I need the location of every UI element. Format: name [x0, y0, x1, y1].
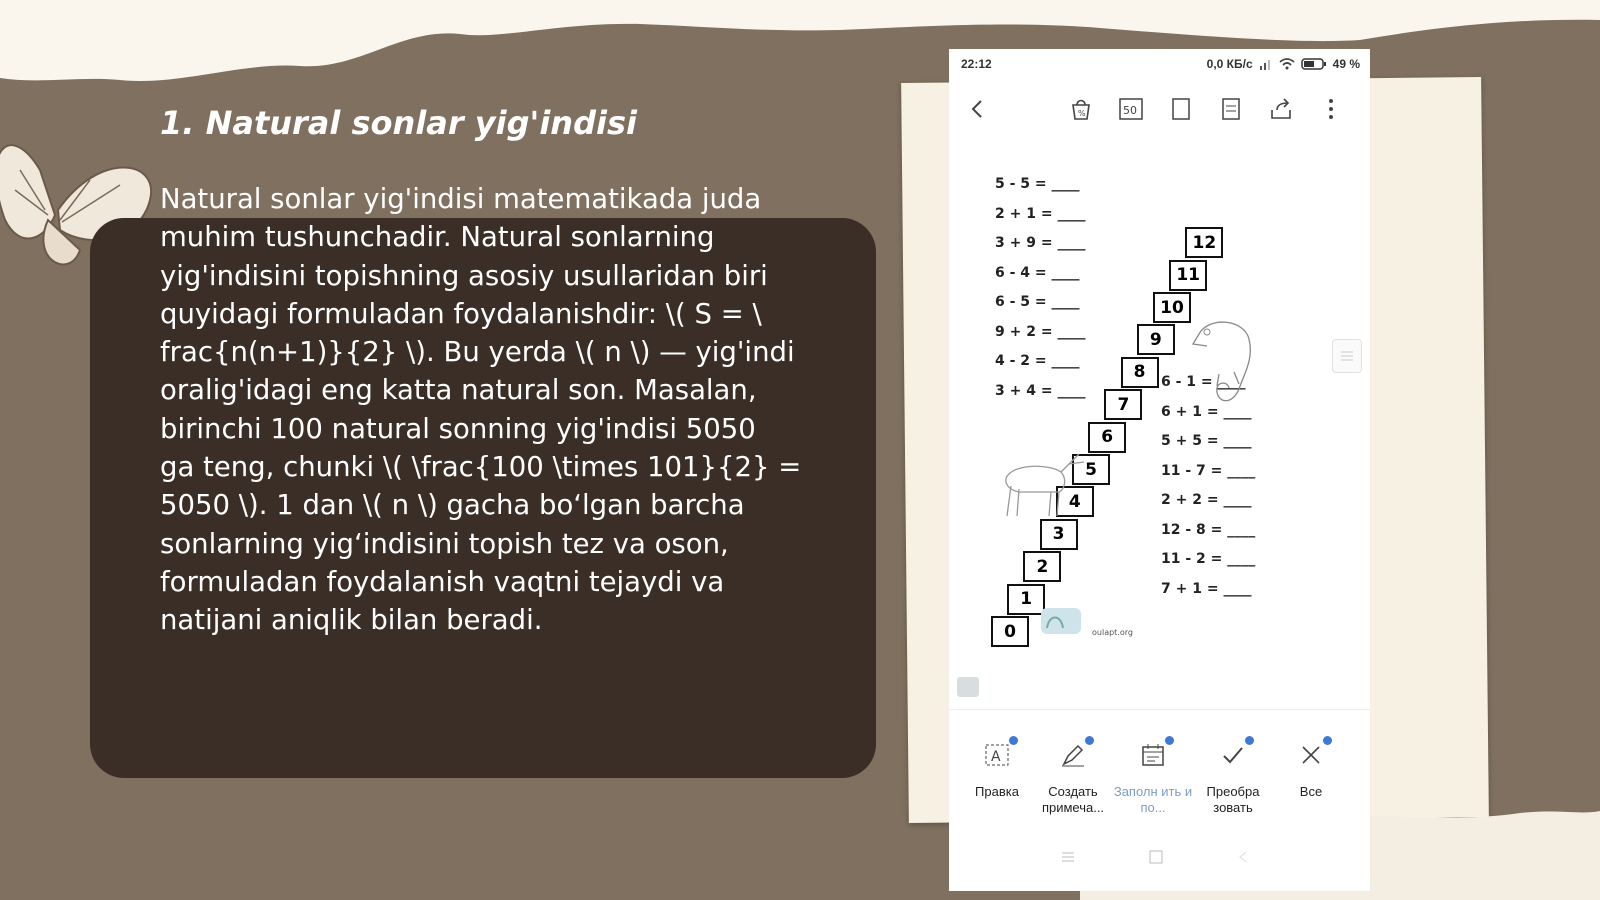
right-equation: 11 - 7 = ____ [1161, 462, 1256, 479]
badge-dot [1245, 736, 1254, 745]
right-equation: 12 - 8 = ____ [1161, 521, 1256, 538]
single-page-icon[interactable] [1167, 95, 1195, 123]
math-worksheet [989, 174, 1309, 644]
tool-all[interactable] [1271, 740, 1351, 800]
share-icon[interactable] [1267, 95, 1295, 123]
battery-level: 49 % [1332, 57, 1360, 71]
stair-step: 9 [1137, 324, 1175, 355]
tool-label: Правка [975, 784, 1019, 799]
tool-label: Преобра зовать [1206, 784, 1260, 815]
bottom-tools-bar [949, 709, 1370, 891]
stair-step: 7 [1104, 389, 1142, 420]
all-tools-icon [1296, 740, 1326, 770]
stair-step: 3 [1040, 519, 1078, 550]
badge-dot [1323, 736, 1332, 745]
edit-text-icon [982, 740, 1012, 770]
right-equation: 2 + 2 = ____ [1161, 492, 1252, 508]
left-equation: 5 - 5 = ____ [995, 176, 1080, 192]
right-equation: 6 - 1 = ____ [1161, 374, 1246, 390]
badge-dot [1009, 736, 1018, 745]
more-icon[interactable] [1317, 95, 1345, 123]
stair-step: 1 [1007, 584, 1045, 615]
stair-step: 0 [991, 616, 1029, 647]
right-equation: 7 + 1 = ____ [1161, 580, 1252, 597]
back-nav-icon[interactable] [1237, 850, 1249, 864]
worksheet-credit: oulapt.org [1092, 628, 1133, 637]
menu-nav-icon[interactable] [1061, 851, 1075, 863]
annotation-pen-icon [1058, 740, 1088, 770]
network-speed: 0,0 КБ/с [1206, 57, 1253, 71]
left-equation: 3 + 9 = ____ [995, 235, 1086, 251]
stair-step: 12 [1185, 227, 1223, 258]
stair-step: 5 [1072, 454, 1110, 485]
left-equation: 9 + 2 = ____ [995, 323, 1086, 340]
slide-title: 1. Natural sonlar yig'indisi [160, 104, 637, 142]
wifi-icon [1279, 58, 1295, 70]
logo-illustration [1039, 604, 1085, 638]
badge-dot [1085, 736, 1094, 745]
reader-toolbar [949, 85, 1370, 135]
scroll-handle[interactable] [1332, 339, 1362, 373]
phone-screenshot [949, 49, 1370, 891]
scroll-mode-icon[interactable] [1217, 95, 1245, 123]
tool-convert[interactable] [1193, 740, 1273, 816]
svg-text:A: A [991, 749, 1001, 765]
slide-body-text: Natural sonlar yig'indisi matematikada juda muhim tushunchadir. Natural sonlarning yig'indisini topishning asosiy usullaridan biri quyidagi formuladan foydalanishdir: \( S = \ frac{n(n+1)}{2} \). Bu yerda \( n \) — yig'indi oralig'idagi eng katta natural son. Masalan, birinchi 100 natural sonning yig'indisi 5050 ga teng, chunki \( \frac{100 \times 101}{2} = 5050 \). 1 dan \( n \) gacha bo‘lgan barcha sonlarning yig‘indisini topish tez va oson, formuladan foydalanish vaqtni tejaydi va natijani aniqlik bilan beradi. [160, 183, 802, 637]
tool-label: Создать примеча... [1041, 784, 1105, 815]
fill-sign-icon [1138, 740, 1168, 770]
android-nav-bar [949, 845, 1370, 875]
stair-step: 8 [1121, 357, 1159, 388]
chameleon-illustration [1189, 314, 1269, 409]
convert-icon [1218, 740, 1248, 770]
page-indicator[interactable] [957, 677, 979, 697]
right-equation: 5 + 5 = ____ [1161, 433, 1252, 449]
left-equation: 6 - 4 = ____ [995, 264, 1080, 281]
left-equation: 3 + 4 = ____ [995, 382, 1086, 399]
tool-label: Заполн ить и по... [1113, 784, 1193, 815]
shopping-bag-icon[interactable] [1067, 95, 1095, 123]
page-number-label: 50 [1123, 104, 1137, 117]
left-equation: 4 - 2 = ____ [995, 353, 1080, 369]
left-equation: 6 - 5 = ____ [995, 294, 1080, 310]
back-icon[interactable] [963, 95, 991, 123]
badge-dot [1165, 736, 1174, 745]
page-number-icon[interactable] [1117, 95, 1145, 123]
tool-edit[interactable] [957, 740, 1037, 800]
tool-label: Все [1299, 784, 1323, 799]
tool-create-note[interactable] [1033, 740, 1113, 816]
signal-icon [1259, 58, 1273, 70]
stair-step: 4 [1056, 486, 1094, 517]
status-time: 22:12 [961, 57, 992, 71]
status-bar [949, 49, 1370, 79]
battery-icon [1301, 58, 1327, 70]
moose-illustration [989, 434, 1089, 519]
stair-step: 10 [1153, 292, 1191, 323]
stair-step: 11 [1169, 260, 1207, 291]
home-nav-icon[interactable] [1149, 850, 1163, 864]
svg-text:%: % [1078, 109, 1086, 118]
left-equation: 2 + 1 = ____ [995, 205, 1086, 222]
tool-fill-sign[interactable] [1113, 740, 1193, 816]
stair-step: 2 [1023, 551, 1061, 582]
stair-step: 6 [1088, 422, 1126, 453]
right-equation: 11 - 2 = ____ [1161, 551, 1256, 567]
right-equation: 6 + 1 = ____ [1161, 403, 1252, 420]
